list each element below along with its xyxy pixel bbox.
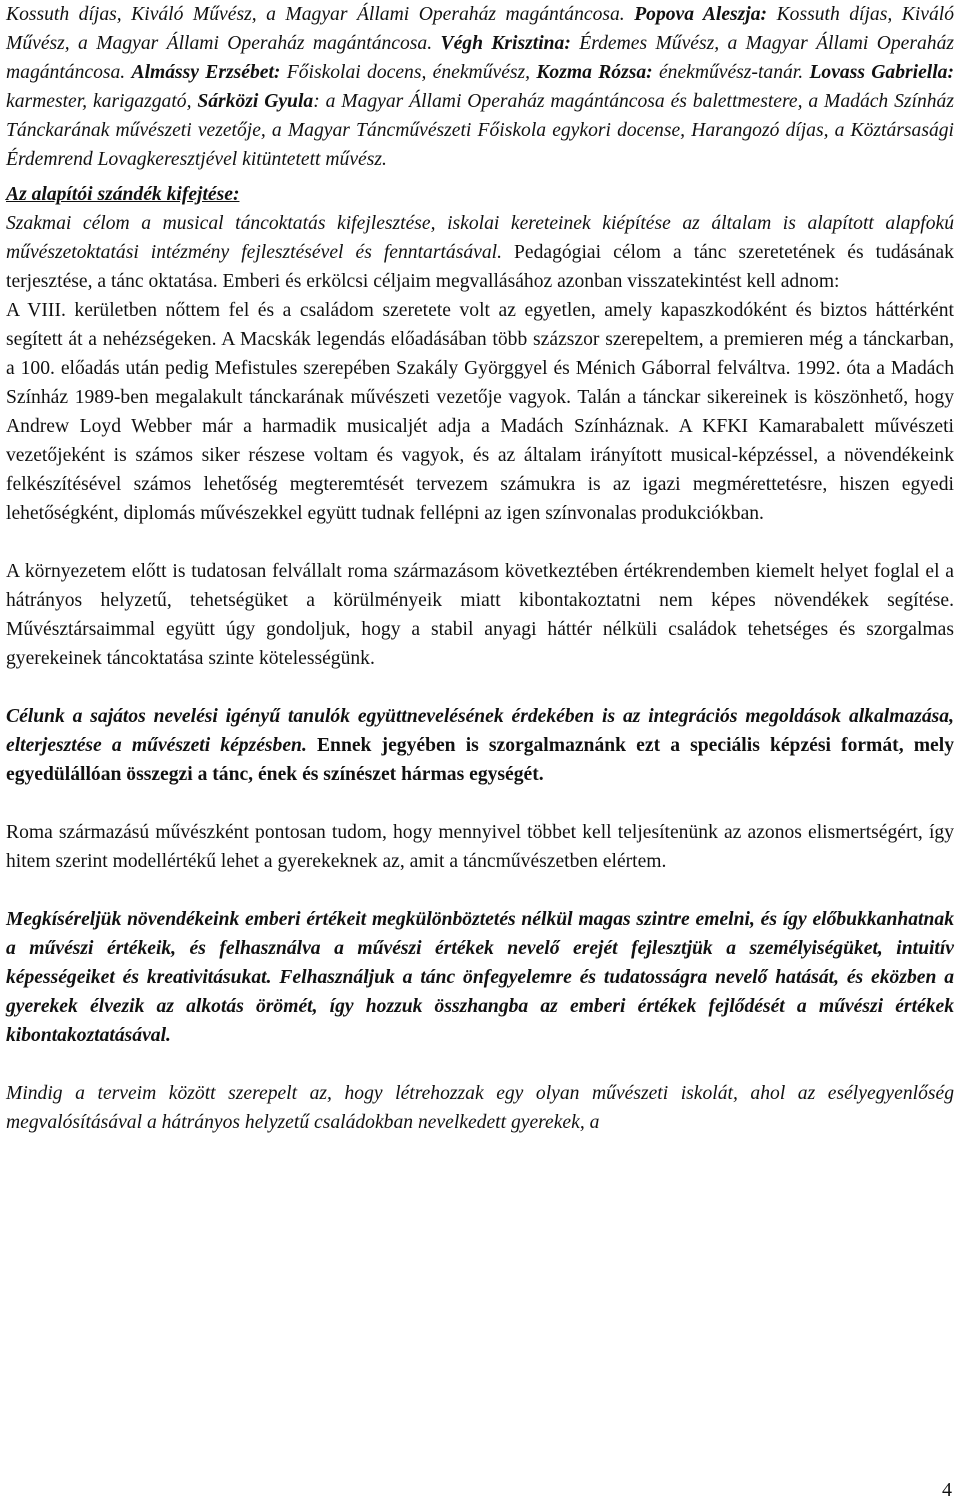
purpose-paragraph [6, 209, 954, 296]
intro-text: Kossuth díjas, Kiváló Művész, a Magyar Állami Operaház magántáncosa. [6, 4, 955, 54]
plans-paragraph: Mindig a terveim között szerepelt az, hogy létrehozzak egy olyan művészeti iskolát, ahol az esélyegyenlőség megvalósításával a hátrányos helyzetű családokban nevelkedett gyerekek, a [6, 1083, 954, 1133]
roma-origin-paragraph: A környezetem előtt is tudatosan felvállalt roma származásom következtében értékrendemben kiemelt helyet foglal el a hátrányos helyzetű, tehetségüket a körülményeik miatt kibontakoztatni nem képes növendékek segítése. Művésztársaimmal együtt úgy gondoljuk, hogy a stabil anyagi háttér nélküli családok tehetséges és szorgalmas gyerekeinek táncoktatása szinte kötelességünk. [6, 561, 954, 669]
integration-paragraph [6, 702, 954, 789]
page-number: 4 [942, 1479, 952, 1501]
intro-paragraph [6, 0, 954, 174]
person-name: Kozma Rózsa: [536, 62, 653, 83]
person-name: Almássy Erzsébet: [131, 62, 281, 83]
person-name: Lovass Gabriella: [809, 62, 954, 83]
intro-text: Kossuth díjas, Kiváló Művész, a Magyar Állami Operaház magántáncosa. [6, 4, 635, 25]
values-paragraph: Megkíséreljük növendékeink emberi értékeit megkülönböztetés nélkül magas szintre emelni, és így előbukkanhatnak a művészi értékeik, és felhasználva a művészi értékek nevelő erejét fejlesztjük a személyiségüket, intuitív képességeiket és kreativitásukat. Felhasználjuk a tánc önfegyelemre és tudatosságra nevelő hatását, és eközben a gyerekek élvezik az alkotás örömét, így hozzuk összhangba az emberi értékek fejlődését a művészi értékek kibontakoztatásával. [6, 909, 954, 1046]
purpose-text: Pedagógiai célom a tánc szeretetének és tudásának terjesztése, a tánc oktatása. Emberi és erkölcsi céljaim megvallásához azonban visszatekintést kell adnom: [6, 242, 954, 292]
background-paragraph: A VIII. kerületben nőttem fel és a családom szeretete volt az egyetlen, amely kapaszkodóként és biztos háttérként segített át a nehézségeken. A Macskák legendás előadásában több százszor szerepeltem, a premieren még a tánckarban, a 100. előadás után pedig Mefistules szerepében Szakály Györggyel és Ménich Gáborral felváltva. 1992. óta a Madách Színház 1989-ben megalakult tánckarának művészeti vezetője vagyok. Talán a tánckar sikereinek is köszönhető, hogy Andrew Loyd Webber már a harmadik musicaljét adja a Madách Színháznak. A KFKI Kamarabalett művészeti vezetőjeként is számos siker részese voltam és vagyok, és az általam irányított musical-képzéssel, a növendékeink felkészítésével számos lehetőség megteremtését tervezem számukra is az igazi megmérettetésre, hiszen egyedi lehetőségként, diplomás művészekkel együtt tudnak fellépni az igen színvonalas produkciókban. [6, 300, 954, 524]
integration-text: Ennek jegyében is szorgalmaznánk ezt a speciális képzési formát, mely egyedülállóan összegzi a tánc, ének és színészet hármas egységét. [6, 735, 954, 785]
document-page [6, 0, 954, 1137]
intro-text: Főiskolai docens, énekművész, [280, 62, 537, 83]
person-name: Popova Aleszja: [634, 4, 768, 25]
intro-text: karmester, karigazgató, [6, 91, 198, 112]
purpose-text-italic: Szakmai célom a musical táncoktatás kifejlesztése, iskolai kereteinek kiépítése az általam is alapított alapfokú művészetoktatási intézmény fejlesztésével és fenntartásával. [6, 213, 954, 263]
role-model-paragraph: Roma származású művészként pontosan tudom, hogy mennyivel többet kell teljesítenünk az azonos elismertségért, így hitem szerint modellértékű lehet a gyerekeknek az, amit a táncművészetben elértem. [6, 822, 954, 872]
intro-text: énekművész-tanár. [652, 62, 810, 83]
person-name: Végh Krisztina: [440, 33, 571, 54]
intro-text: Érdemes Művész, a Magyar Állami Operaház magántáncosa. [6, 33, 955, 83]
integration-text-italic: Célunk a sajátos nevelési igényű tanulók együttnevelésének érdekében is az integrációs megoldások alkalmazása, elterjesztése a művészeti képzésben. [6, 706, 954, 756]
person-name: Sárközi Gyula [197, 91, 314, 112]
intro-text: : a Magyar Állami Operaház magántáncosa és balettmestere, a Madách Színház Tánckarának művészeti vezetője, a Magyar Táncművészeti Főiskola egykori docense, Harangozó díjas, a Köztársasági Érdemrend Lovagkeresztjével kitüntetett művész. [6, 91, 954, 170]
section-heading: Az alapítói szándék kifejtése: [6, 184, 240, 205]
